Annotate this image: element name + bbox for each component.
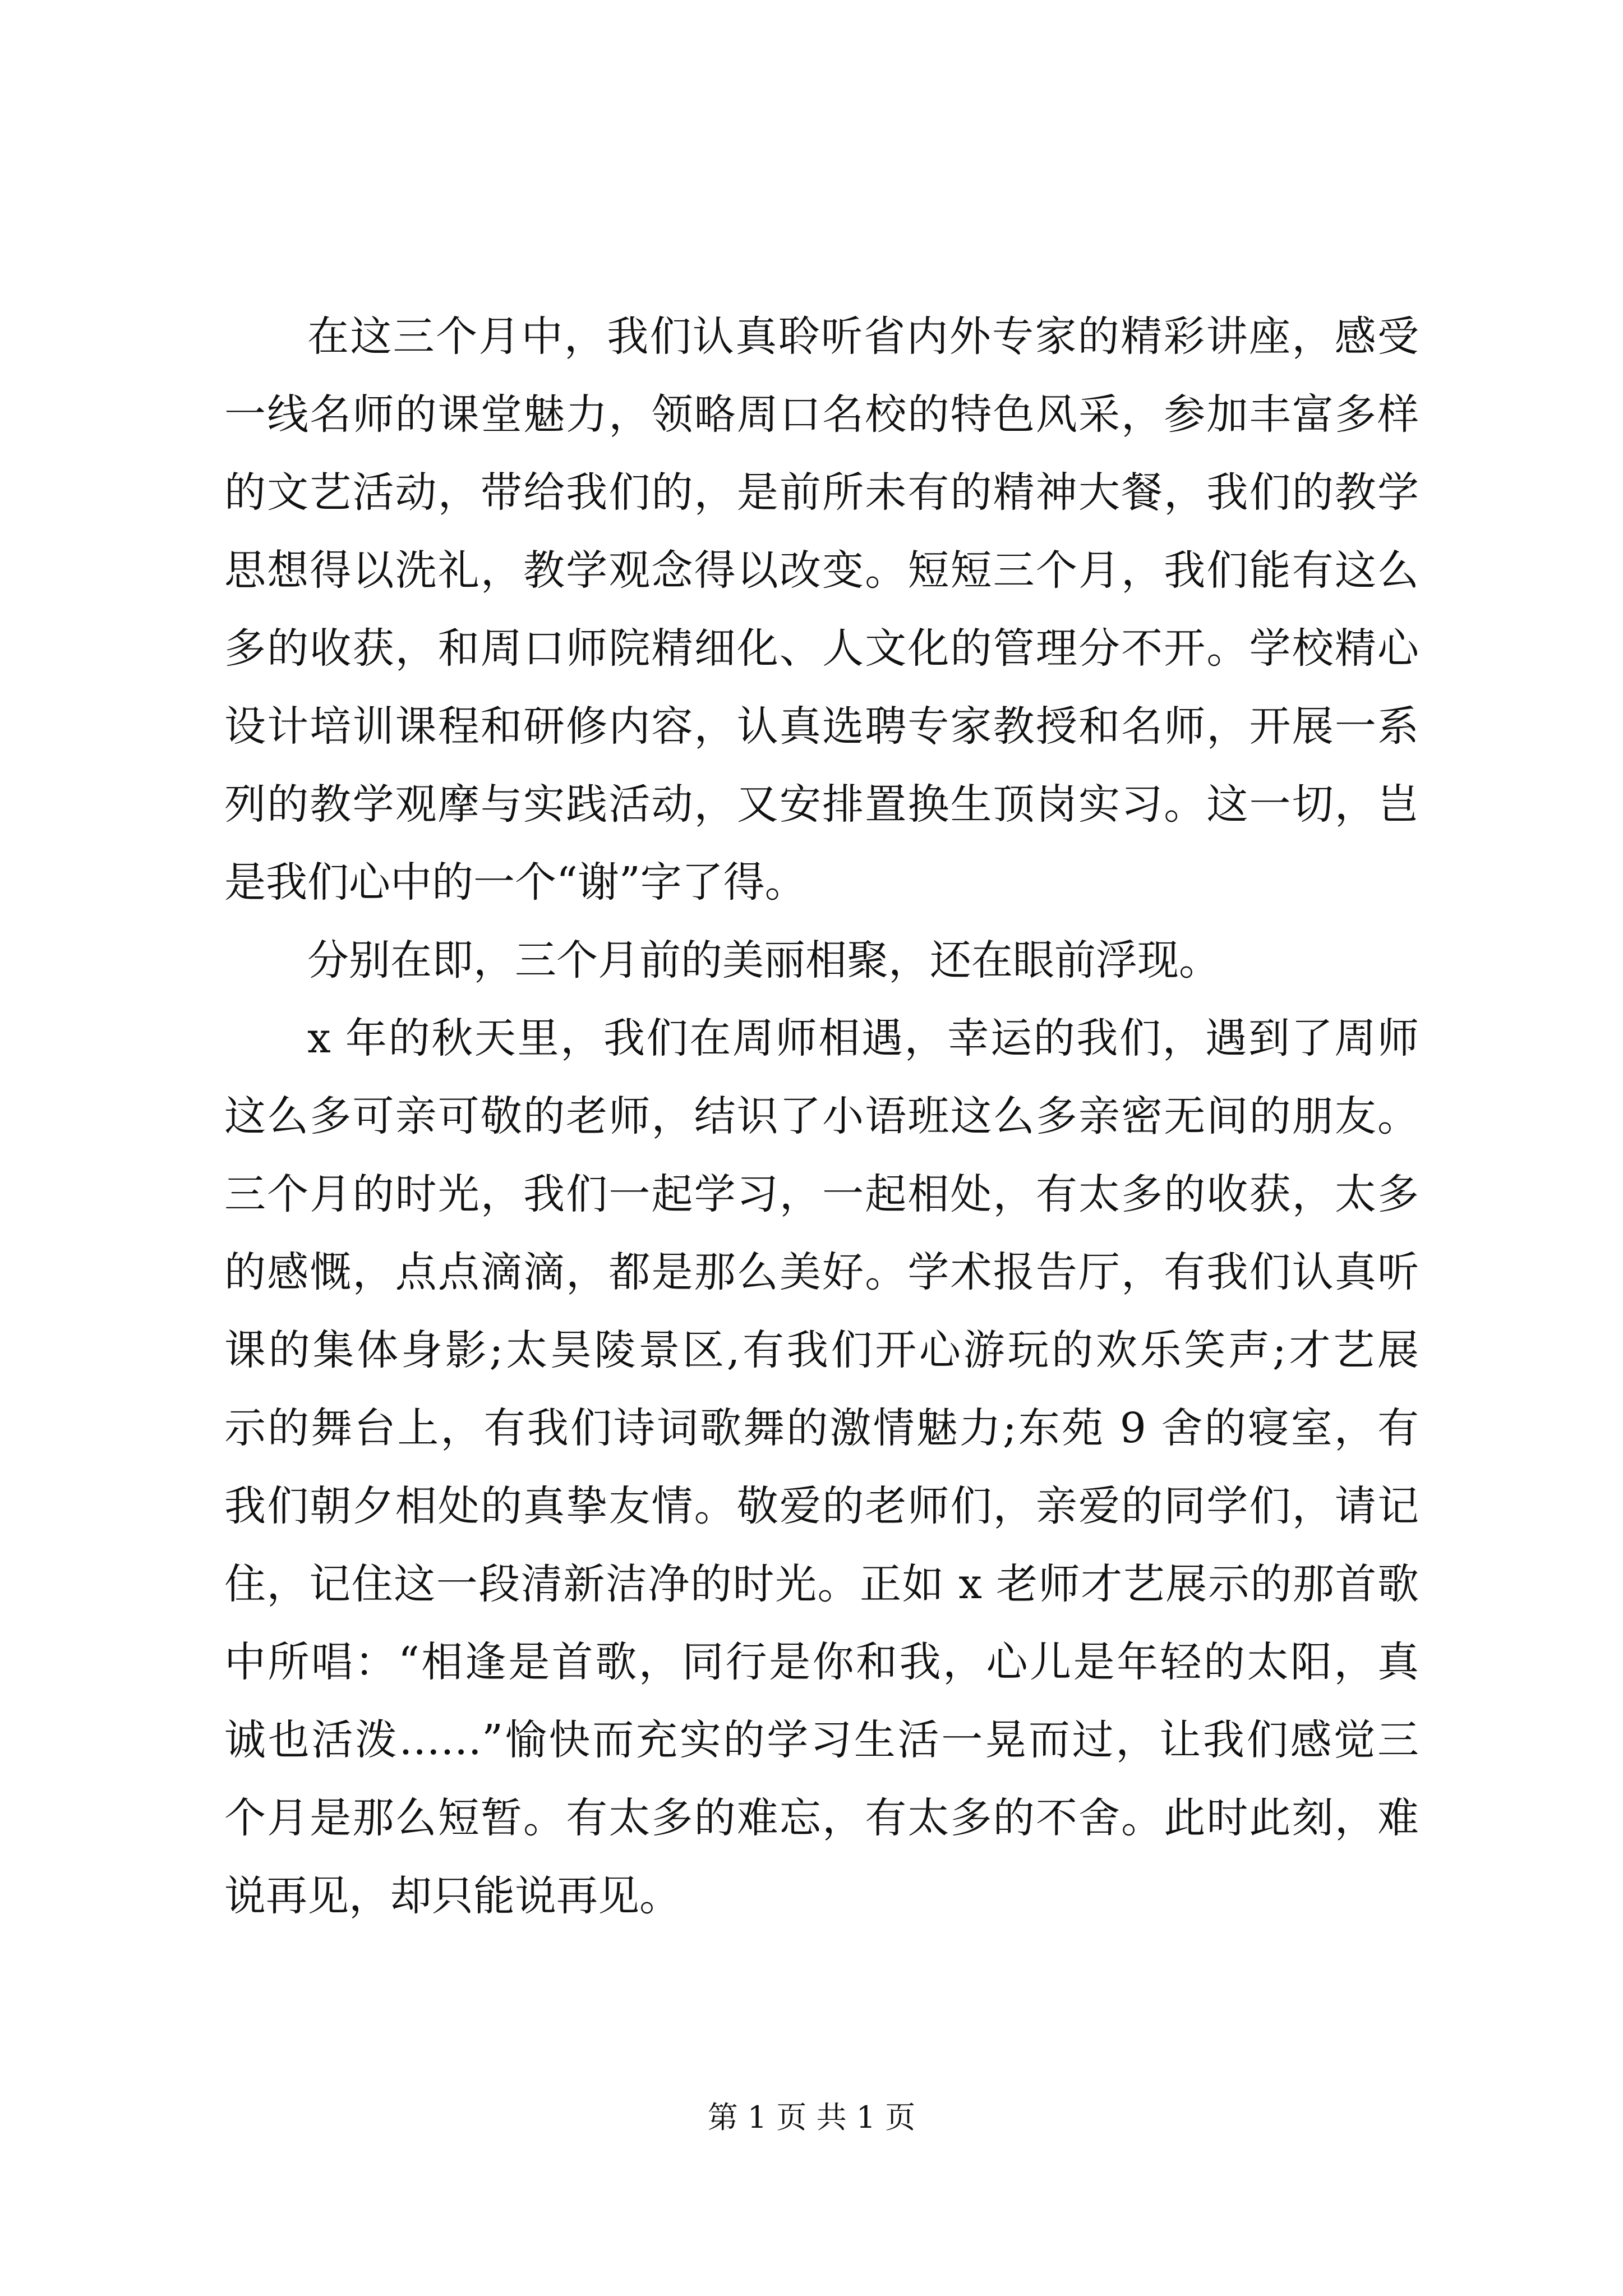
paragraph-3-line-8: 住，记住这一段清新洁净的时光。正如 x 老师才艺展示的那首歌 xyxy=(224,1560,1419,1608)
paragraph-1-line-6: 设计培训课程和研修内容，认真选聘专家教授和名师，开展一系 xyxy=(224,702,1419,751)
paragraph-3-line-7: 我们朝夕相处的真挚友情。敬爱的老师们，亲爱的同学们，请记 xyxy=(224,1482,1419,1530)
paragraph-1-line-8: 是我们心中的一个“谢”字了得。 xyxy=(224,858,806,907)
paragraph-1-line-5: 多的收获，和周口师院精细化、人文化的管理分不开。学校精心 xyxy=(224,624,1419,673)
paragraph-1-line-7: 列的教学观摩与实践活动，又安排置换生顶岗实习。这一切，岂 xyxy=(224,780,1419,829)
paragraph-2-line-1: 分别在即，三个月前的美丽相聚，还在眼前浮现。 xyxy=(307,936,1220,984)
paragraph-3-line-4: 的感慨，点点滴滴，都是那么美好。学术报告厅，有我们认真听 xyxy=(224,1248,1419,1296)
paragraph-3-line-3: 三个月的时光，我们一起学习，一起相处，有太多的收获，太多 xyxy=(224,1170,1419,1218)
page-number-footer: 第 1 页 共 1 页 xyxy=(707,2100,916,2135)
paragraph-3-line-12: 说再见，却只能说再见。 xyxy=(224,1872,681,1920)
paragraph-3-line-1: x 年的秋天里，我们在周师相遇，幸运的我们，遇到了周师 xyxy=(307,1014,1419,1062)
paragraph-1-line-3: 的文艺活动，带给我们的，是前所未有的精神大餐，我们的教学 xyxy=(224,468,1419,517)
paragraph-3-line-10: 诚也活泼……”愉快而充实的学习生活一晃而过，让我们感觉三 xyxy=(224,1716,1419,1764)
paragraph-1-line-4: 思想得以洗礼，教学观念得以改变。短短三个月，我们能有这么 xyxy=(224,546,1419,595)
paragraph-3-line-6: 示的舞台上，有我们诗词歌舞的激情魅力;东苑 9 舍的寝室，有 xyxy=(224,1404,1419,1452)
paragraph-3-line-5: 课的集体身影;太昊陵景区,有我们开心游玩的欢乐笑声;才艺展 xyxy=(224,1326,1419,1374)
paragraph-3-line-9: 中所唱：“相逢是首歌，同行是你和我，心儿是年轻的太阳，真 xyxy=(224,1638,1419,1686)
paragraph-1-line-1: 在这三个月中，我们认真聆听省内外专家的精彩讲座，感受 xyxy=(307,312,1419,361)
paragraph-1-line-2: 一线名师的课堂魅力，领略周口名校的特色风采，参加丰富多样 xyxy=(224,390,1419,439)
paragraph-3-line-2: 这么多可亲可敬的老师，结识了小语班这么多亲密无间的朋友。 xyxy=(224,1092,1419,1140)
paragraph-3-line-11: 个月是那么短暂。有太多的难忘，有太多的不舍。此时此刻，难 xyxy=(224,1794,1419,1842)
